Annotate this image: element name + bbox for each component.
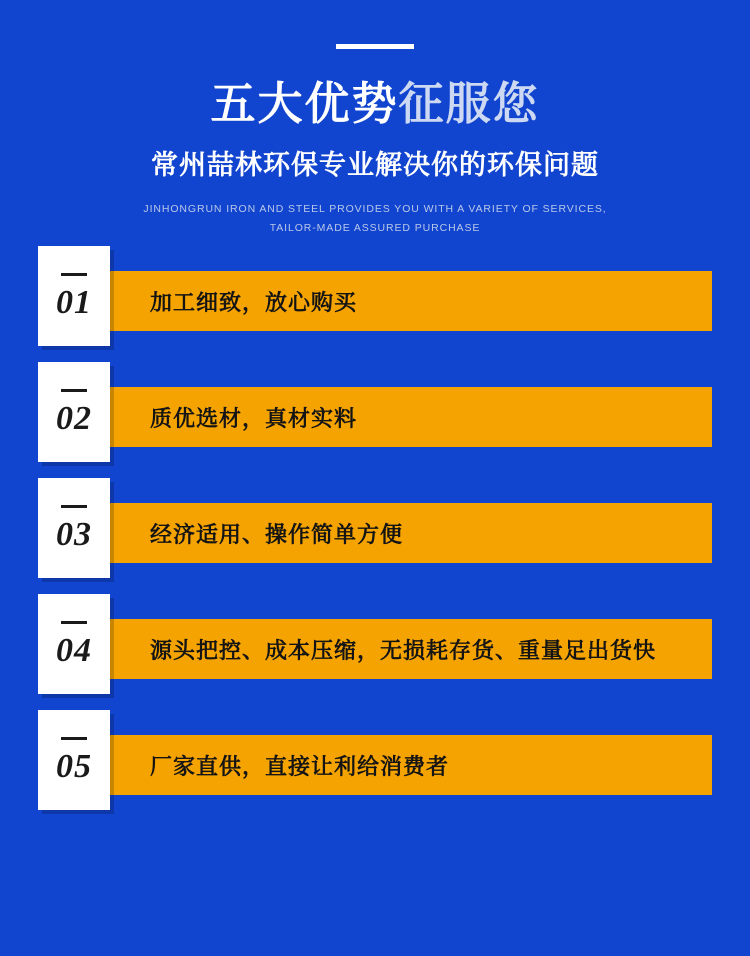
advantage-bar: [100, 271, 712, 331]
advantage-number: 02: [56, 399, 92, 437]
number-dash-icon: [61, 389, 87, 392]
list-item: [38, 271, 712, 331]
advantage-number-card: [38, 478, 110, 578]
list-item: [38, 387, 712, 447]
poster-header: [0, 0, 750, 239]
advantage-number: 03: [56, 515, 92, 553]
page-title: [0, 79, 750, 129]
advantage-number-card: [38, 710, 110, 810]
advantage-text: 厂家直供，直接让利给消费者: [150, 753, 450, 779]
number-dash-icon: [61, 737, 87, 740]
advantage-text: 经济适用、操作简单方便: [150, 521, 404, 547]
title-light: 征服您: [398, 78, 540, 129]
advantage-text: 加工细致，放心购买: [150, 289, 358, 315]
advantage-bar: [100, 503, 712, 563]
advantage-number-card: [38, 594, 110, 694]
list-item: [38, 735, 712, 795]
number-dash-icon: [61, 621, 87, 624]
english-tagline: [0, 200, 750, 240]
advantage-number: 04: [56, 631, 92, 669]
english-tagline-line1: JINHONGRUN IRON AND STEEL PROVIDES YOU WITH A VARIETY OF SERVICES,: [143, 202, 607, 215]
number-dash-icon: [61, 273, 87, 276]
advantage-number-card: [38, 246, 110, 346]
advantage-text: 源头把控、成本压缩，无损耗存货、重量足出货快: [150, 637, 657, 663]
advantage-bar: [100, 735, 712, 795]
header-divider: [336, 44, 414, 49]
advantage-text: 质优选材，真材实料: [150, 405, 358, 431]
number-dash-icon: [61, 505, 87, 508]
list-item: [38, 503, 712, 563]
list-item: [38, 619, 712, 679]
page-subtitle: 常州喆林环保专业解决你的环保问题: [151, 149, 599, 180]
advantage-bar: [100, 619, 712, 679]
advantages-list: [0, 271, 750, 795]
advantage-number-card: [38, 362, 110, 462]
title-strong: 五大优势: [210, 78, 399, 129]
english-tagline-line2: TAILOR-MADE ASSURED PURCHASE: [269, 222, 481, 235]
advantage-number: 01: [56, 283, 92, 321]
advantage-number: 05: [56, 747, 92, 785]
advantage-bar: [100, 387, 712, 447]
